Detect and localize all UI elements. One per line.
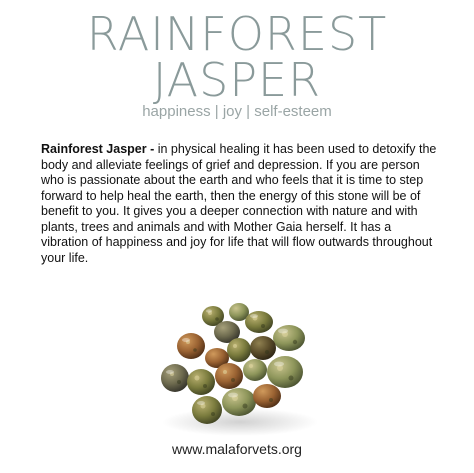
stone [192,396,222,424]
description [41,142,441,266]
tagline: happiness | joy | self-esteem [142,103,332,120]
stone [253,384,281,408]
description-lead: Rainforest Jasper - [41,142,155,156]
title-line-2: JASPER [152,53,322,107]
stone [161,364,189,392]
stone [245,311,273,333]
stone [215,363,243,389]
stone [227,338,251,362]
stone [222,388,256,416]
footer-url: www.malaforvets.org [172,441,302,457]
stone [177,333,205,359]
stone [250,336,276,360]
stone [267,356,303,388]
stone [273,325,305,351]
rainforest-jasper-stones-image [155,298,325,438]
description-text: in physical healing it has been used to detoxify the body and alleviate feelings of grief and depression. If you are person who is passionate about the earth and who feels that it is time to step forward to help heal the earth, then the energy of this stone will be of benefit to you. It gives you a deeper connection with nature and with plants, trees and animals and with Mother Gaia herself. It has a vibration of happiness and joy for life that will flow outwards throughout your life. [41,142,437,265]
title-line-1: RAINFOREST [86,7,388,61]
stone [243,359,267,381]
stone [187,369,215,395]
